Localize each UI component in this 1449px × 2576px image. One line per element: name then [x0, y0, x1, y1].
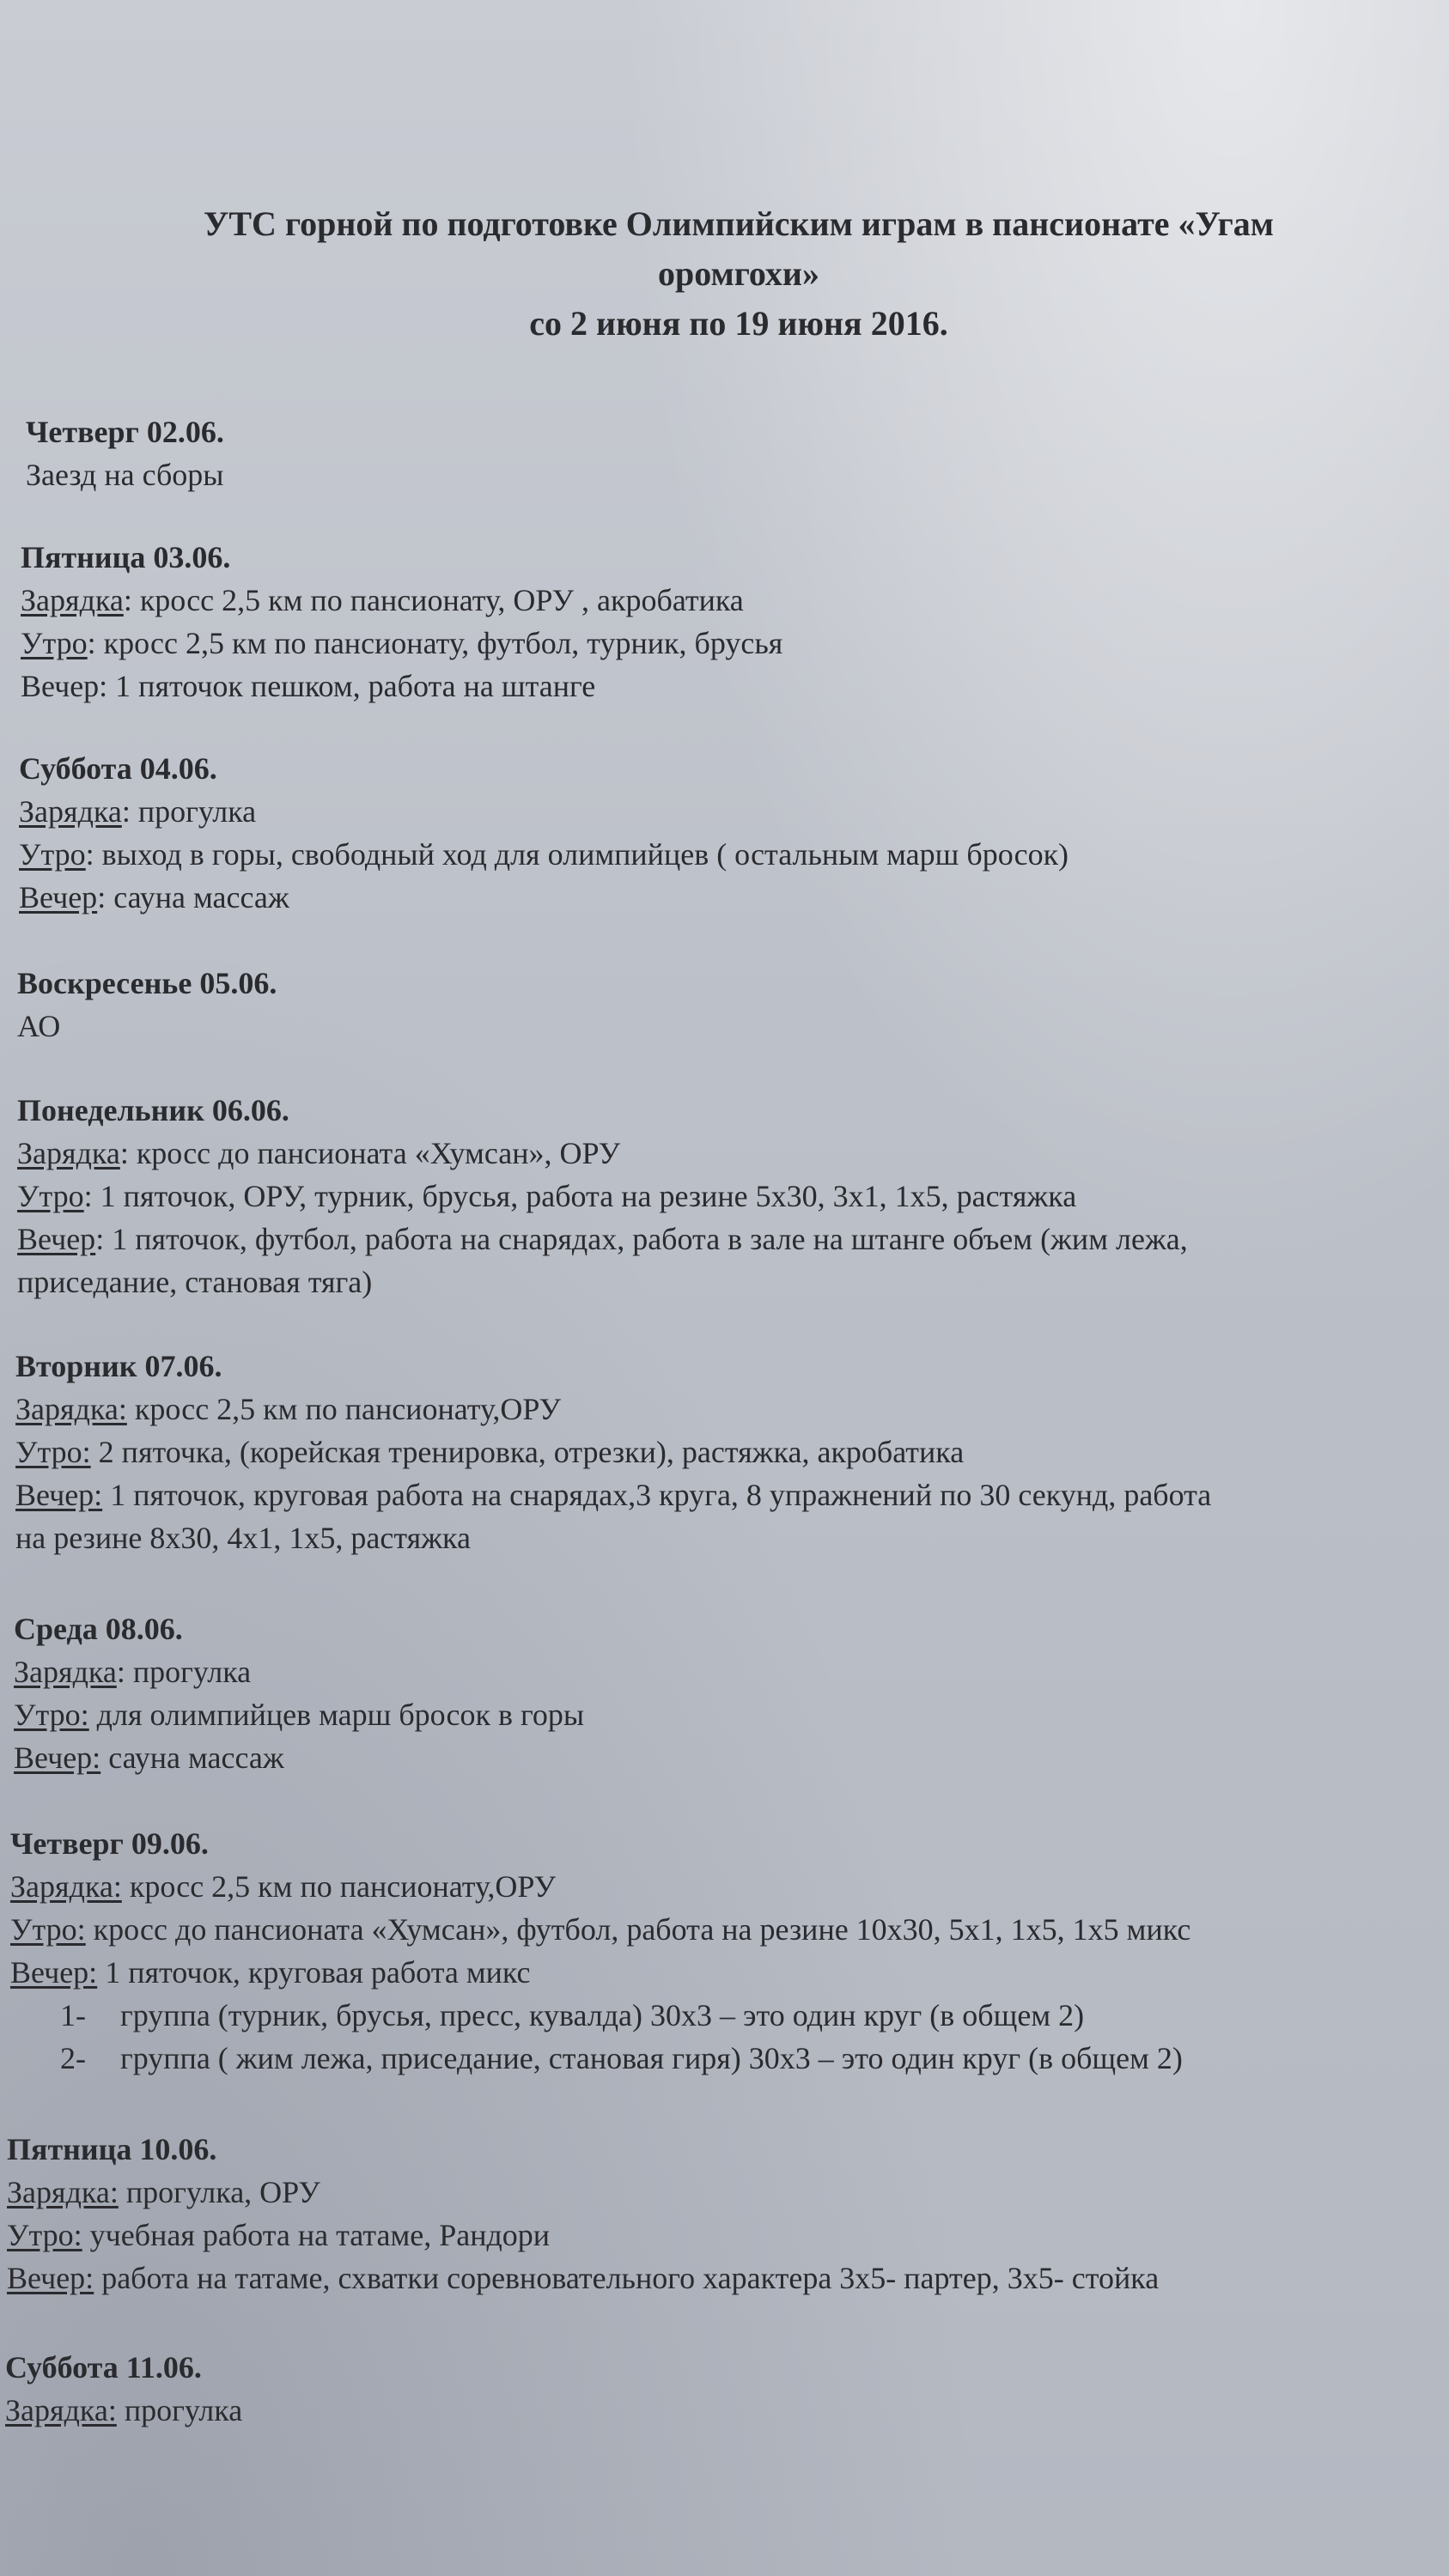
schedule-line	[14, 1693, 1449, 1736]
schedule-line	[10, 1951, 1449, 1994]
day-header: Четверг 09.06.	[10, 1826, 209, 1861]
line-label: Зарядка:	[15, 1392, 127, 1426]
schedule-line	[17, 1218, 1449, 1261]
line-text: кросс 2,5 км по пансионату,ОРУ	[126, 1392, 562, 1426]
line-text: Заезд на сборы	[26, 458, 224, 492]
line-text: : кросс 2,5 км по пансионату, футбол, турник, брусья	[87, 626, 783, 660]
line-text: кросс 2,5 км по пансионату,ОРУ	[121, 1869, 557, 1904]
schedule-line	[17, 1175, 1449, 1218]
schedule-line	[15, 1473, 1449, 1516]
line-label: Вечер:	[10, 1955, 98, 1990]
line-label: Зарядка	[19, 794, 122, 829]
day-block-0406	[0, 747, 1449, 919]
day-header: Понедельник 06.06.	[17, 1093, 289, 1127]
line-text: : прогулка	[116, 1655, 252, 1689]
schedule-line	[17, 1132, 1449, 1175]
day-block-0806	[0, 1607, 1449, 1779]
line-label: Зарядка:	[10, 1869, 122, 1904]
day-header: Пятница 03.06.	[21, 540, 231, 574]
list-number: 1-	[60, 1998, 86, 2032]
day-block-0206	[0, 410, 1449, 496]
schedule-line	[15, 1516, 1449, 1559]
schedule-line	[21, 622, 1449, 665]
line-label: Утро:	[10, 1912, 86, 1947]
schedule-line	[5, 2389, 1449, 2432]
line-text: АО	[17, 1009, 61, 1043]
line-text: : кросс 2,5 км по пансионату, ОРУ , акробатика	[123, 583, 744, 617]
day-header: Пятница 10.06.	[7, 2132, 217, 2166]
line-text: работа на татаме, схватки соревновательного характера 3x5- партер, 3x5- стойка	[94, 2261, 1160, 2295]
line-text: 1 пяточок, круговая работа на снарядах,3 круга, 8 упражнений по 30 секунд, работа	[102, 1478, 1212, 1512]
schedule-line	[19, 833, 1449, 876]
day-block-1006	[0, 2128, 1449, 2300]
schedule-line	[15, 1431, 1449, 1473]
line-text: на резине 8x30, 4x1, 1x5, растяжка	[15, 1521, 471, 1555]
line-label: Зарядка	[14, 1655, 117, 1689]
line-text: для олимпийцев марш бросок в горы	[88, 1698, 585, 1732]
day-block-0506	[0, 962, 1449, 1048]
schedule-line	[19, 790, 1449, 833]
line-label: Вечер	[17, 1222, 96, 1256]
list-text: группа ( жим лежа, приседание, становая гиря) 30x3 – это один круг (в общем 2)	[120, 2041, 1183, 2075]
schedule-line	[14, 1650, 1449, 1693]
line-text: Вечер: 1 пяточок пешком, работа на штанге	[21, 669, 596, 703]
day-header: Суббота 11.06.	[5, 2350, 202, 2385]
line-label: Зарядка	[17, 1136, 120, 1170]
line-text: приседание, становая тяга)	[17, 1265, 373, 1299]
schedule-line	[26, 453, 1449, 496]
day-header: Воскресенье 05.06.	[17, 966, 277, 1000]
list-number: 2-	[60, 2041, 86, 2075]
line-text: : 1 пяточок, ОРУ, турник, брусья, работа на резине 5x30, 3x1, 1x5, растяжка	[83, 1179, 1077, 1213]
day-block-0306	[0, 536, 1449, 708]
day-header: Среда 08.06.	[14, 1612, 183, 1646]
line-text: прогулка, ОРУ	[118, 2175, 320, 2209]
line-text: 2 пяточка, (корейская тренировка, отрезки), растяжка, акробатика	[90, 1435, 965, 1469]
schedule-line	[21, 579, 1449, 622]
schedule-line	[15, 1388, 1449, 1431]
schedule-line	[17, 1005, 1449, 1048]
day-block-0906	[0, 1822, 1449, 2080]
day-block-0706	[0, 1345, 1449, 1559]
day-block-1106	[0, 2346, 1449, 2432]
line-label: Вечер:	[15, 1478, 103, 1512]
line-label: Утро	[17, 1179, 84, 1213]
numbered-list-item	[10, 2037, 1449, 2080]
document-title	[52, 199, 1426, 349]
day-header: Суббота 04.06.	[19, 751, 217, 786]
line-label: Утро:	[15, 1435, 91, 1469]
line-text: : кросс до пансионата «Хумсан», ОРУ	[119, 1136, 621, 1170]
schedule-line	[7, 2171, 1449, 2214]
day-header: Четверг 02.06.	[26, 415, 224, 449]
line-label: Утро	[19, 837, 86, 872]
schedule-line	[10, 1908, 1449, 1951]
title-line-2: оромгохи»	[658, 254, 819, 293]
schedule-line	[21, 665, 1449, 708]
schedule-line	[19, 876, 1449, 919]
line-text: сауна массаж	[100, 1741, 284, 1775]
line-label: Зарядка:	[5, 2393, 117, 2427]
line-text: кросс до пансионата «Хумсан», футбол, работа на резине 10x30, 5x1, 1x5, 1x5 микс	[85, 1912, 1191, 1947]
day-header: Вторник 07.06.	[15, 1349, 222, 1383]
line-label: Зарядка	[21, 583, 124, 617]
line-text: : прогулка	[121, 794, 257, 829]
line-text: 1 пяточок, круговая работа микс	[97, 1955, 531, 1990]
title-line-1: УТС горной по подготовке Олимпийским играм в пансионате «Угам	[204, 204, 1274, 243]
line-text: : 1 пяточок, футбол, работа на снарядах, работа в зале на штанге объем (жим лежа,	[95, 1222, 1188, 1256]
line-label: Утро:	[7, 2218, 82, 2252]
line-label: Утро	[21, 626, 88, 660]
line-text: прогулка	[116, 2393, 243, 2427]
list-text: группа (турник, брусья, пресс, кувалда) 30x3 – это один круг (в общем 2)	[120, 1998, 1085, 2032]
schedule-line	[14, 1736, 1449, 1779]
schedule-line	[7, 2214, 1449, 2257]
line-text: : сауна массаж	[97, 880, 289, 914]
line-text: : выход в горы, свободный ход для олимпийцев ( остальным марш бросок)	[85, 837, 1069, 872]
day-block-0606	[0, 1089, 1449, 1303]
line-label: Вечер:	[14, 1741, 101, 1775]
line-label: Утро:	[14, 1698, 89, 1732]
line-label: Вечер	[19, 880, 98, 914]
title-line-3: со 2 июня по 19 июня 2016.	[529, 304, 948, 343]
schedule-line	[7, 2257, 1449, 2300]
line-label: Вечер:	[7, 2261, 94, 2295]
schedule-line	[10, 1865, 1449, 1908]
numbered-list-item	[10, 1994, 1449, 2037]
line-label: Зарядка:	[7, 2175, 119, 2209]
line-text: учебная работа на татаме, Рандори	[82, 2218, 551, 2252]
schedule-line	[17, 1261, 1449, 1303]
